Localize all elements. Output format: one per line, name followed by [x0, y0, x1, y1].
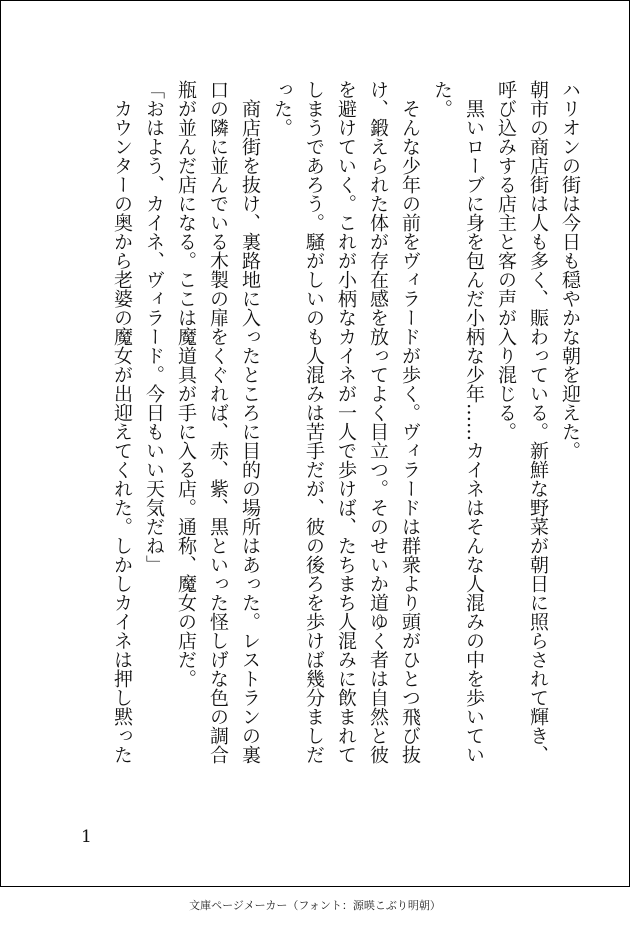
text-line: 呼び込みする店主と客の声が入り混じる。	[495, 80, 517, 441]
vertical-text-body	[106, 80, 586, 800]
text-line: カウンターの奥から老婆の魔女が出迎えてくれた。しかしカイネは押し黙った	[111, 80, 133, 764]
text-line: け、鍛えられた体が存在感を放ってよく目立つ。そのせいか道ゆく者は自然と彼	[367, 80, 389, 764]
text-line: 口の隣に並んでいる木製の扉をくぐれば、赤、紫、黒といった怪しげな色の調合	[207, 80, 229, 764]
page-number: 1	[81, 827, 92, 847]
text-line: 瓶が並んだ店になる。ここは魔道具が手に入る店。通称、魔女の店だ。	[175, 80, 197, 688]
text-line: 黒いローブに身を包んだ小柄な少年……カイネはそんな人混みの中を歩いてい	[463, 80, 485, 764]
text-line: た。	[431, 80, 453, 118]
text-line: そんな少年の前をヴィラードが歩く。ヴィラードは群衆より頭がひとつ飛び抜	[399, 80, 421, 764]
text-line: しまうであろう。騒がしいのも人混みは苦手だが、彼の後ろを歩けば幾分ましだ	[303, 80, 325, 764]
text-line: 商店街を抜け、裏路地に入ったところに目的の場所はあった。レストランの裏	[239, 80, 261, 764]
text-line: ハリオンの街は今日も穏やかな朝を迎えた。	[559, 80, 581, 460]
text-line: を避けていく。これが小柄なカイネが一人で歩けば、たちまち人混みに飲まれて	[335, 80, 357, 764]
text-line: った。	[271, 80, 293, 137]
footer-caption: 文庫ページメーカー（フォント：源暎こぶり明朝）	[189, 899, 441, 912]
text-line: 朝市の商店街は人も多く、賑わっている。新鮮な野菜が朝日に照らされて輝き、	[527, 80, 549, 764]
text-line: 「おはよう、カイネ、ヴィラード。今日もいい天気だね」	[143, 80, 165, 574]
